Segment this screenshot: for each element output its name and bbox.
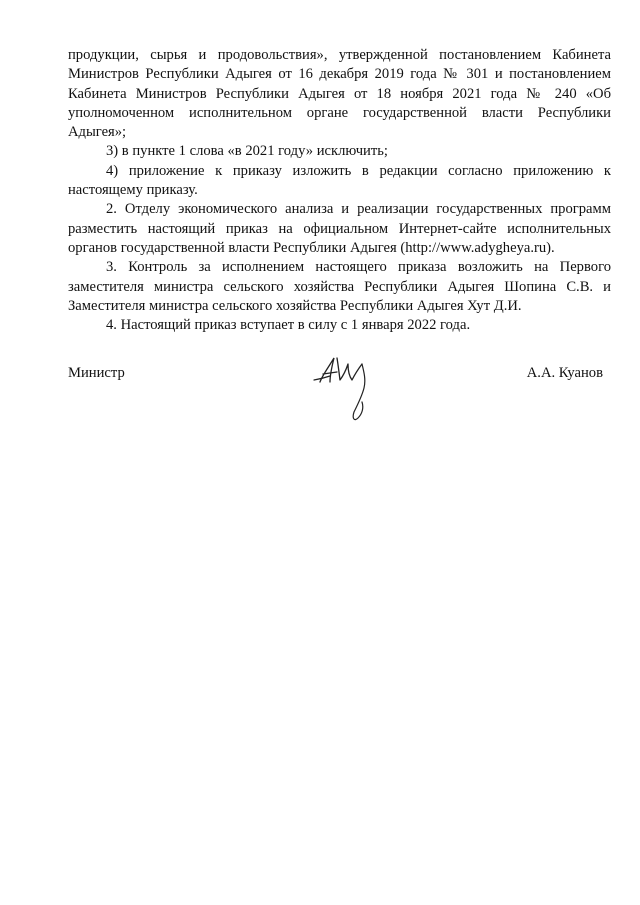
paragraph-point-4: 4. Настоящий приказ вступает в силу с 1 января 2022 года. <box>106 317 471 334</box>
paragraph-continuation: продукции, сырья и продовольствия», утвержденной постановлением Кабинета Министров Республики Адыгея от 16 декабря 2019 года № 301 и постановлением Кабинета Министров Республики Адыгея от 18 ноября 2021 года № 240 «Об уполномоченном исполнительном органе государственной власти Республики Адыгея»; <box>68 47 611 141</box>
document-body <box>68 46 611 335</box>
signature-block <box>68 364 611 444</box>
signer-name: А.А. Куанов <box>526 365 603 381</box>
paragraph-point-2: 2. Отделу экономического анализа и реализации государственных программ разместить настоящий приказ на официальном Интернет-сайте исполнительных органов государственной власти Республики Адыгея (http://www.adygheya.ru). <box>68 201 611 256</box>
handwritten-signature <box>310 352 390 432</box>
signer-position: Министр <box>68 365 125 381</box>
paragraph-item-3: 3) в пункте 1 слова «в 2021 году» исключить; <box>106 143 388 160</box>
paragraph-point-3: 3. Контроль за исполнением настоящего приказа возложить на Первого заместителя министра сельского хозяйства Республики Адыгея Шопина С.В. и Заместителя министра сельского хозяйства Республики Адыгея Хут Д.И. <box>68 259 611 314</box>
paragraph-item-4: 4) приложение к приказу изложить в редакции согласно приложению к настоящему приказу. <box>68 162 611 199</box>
